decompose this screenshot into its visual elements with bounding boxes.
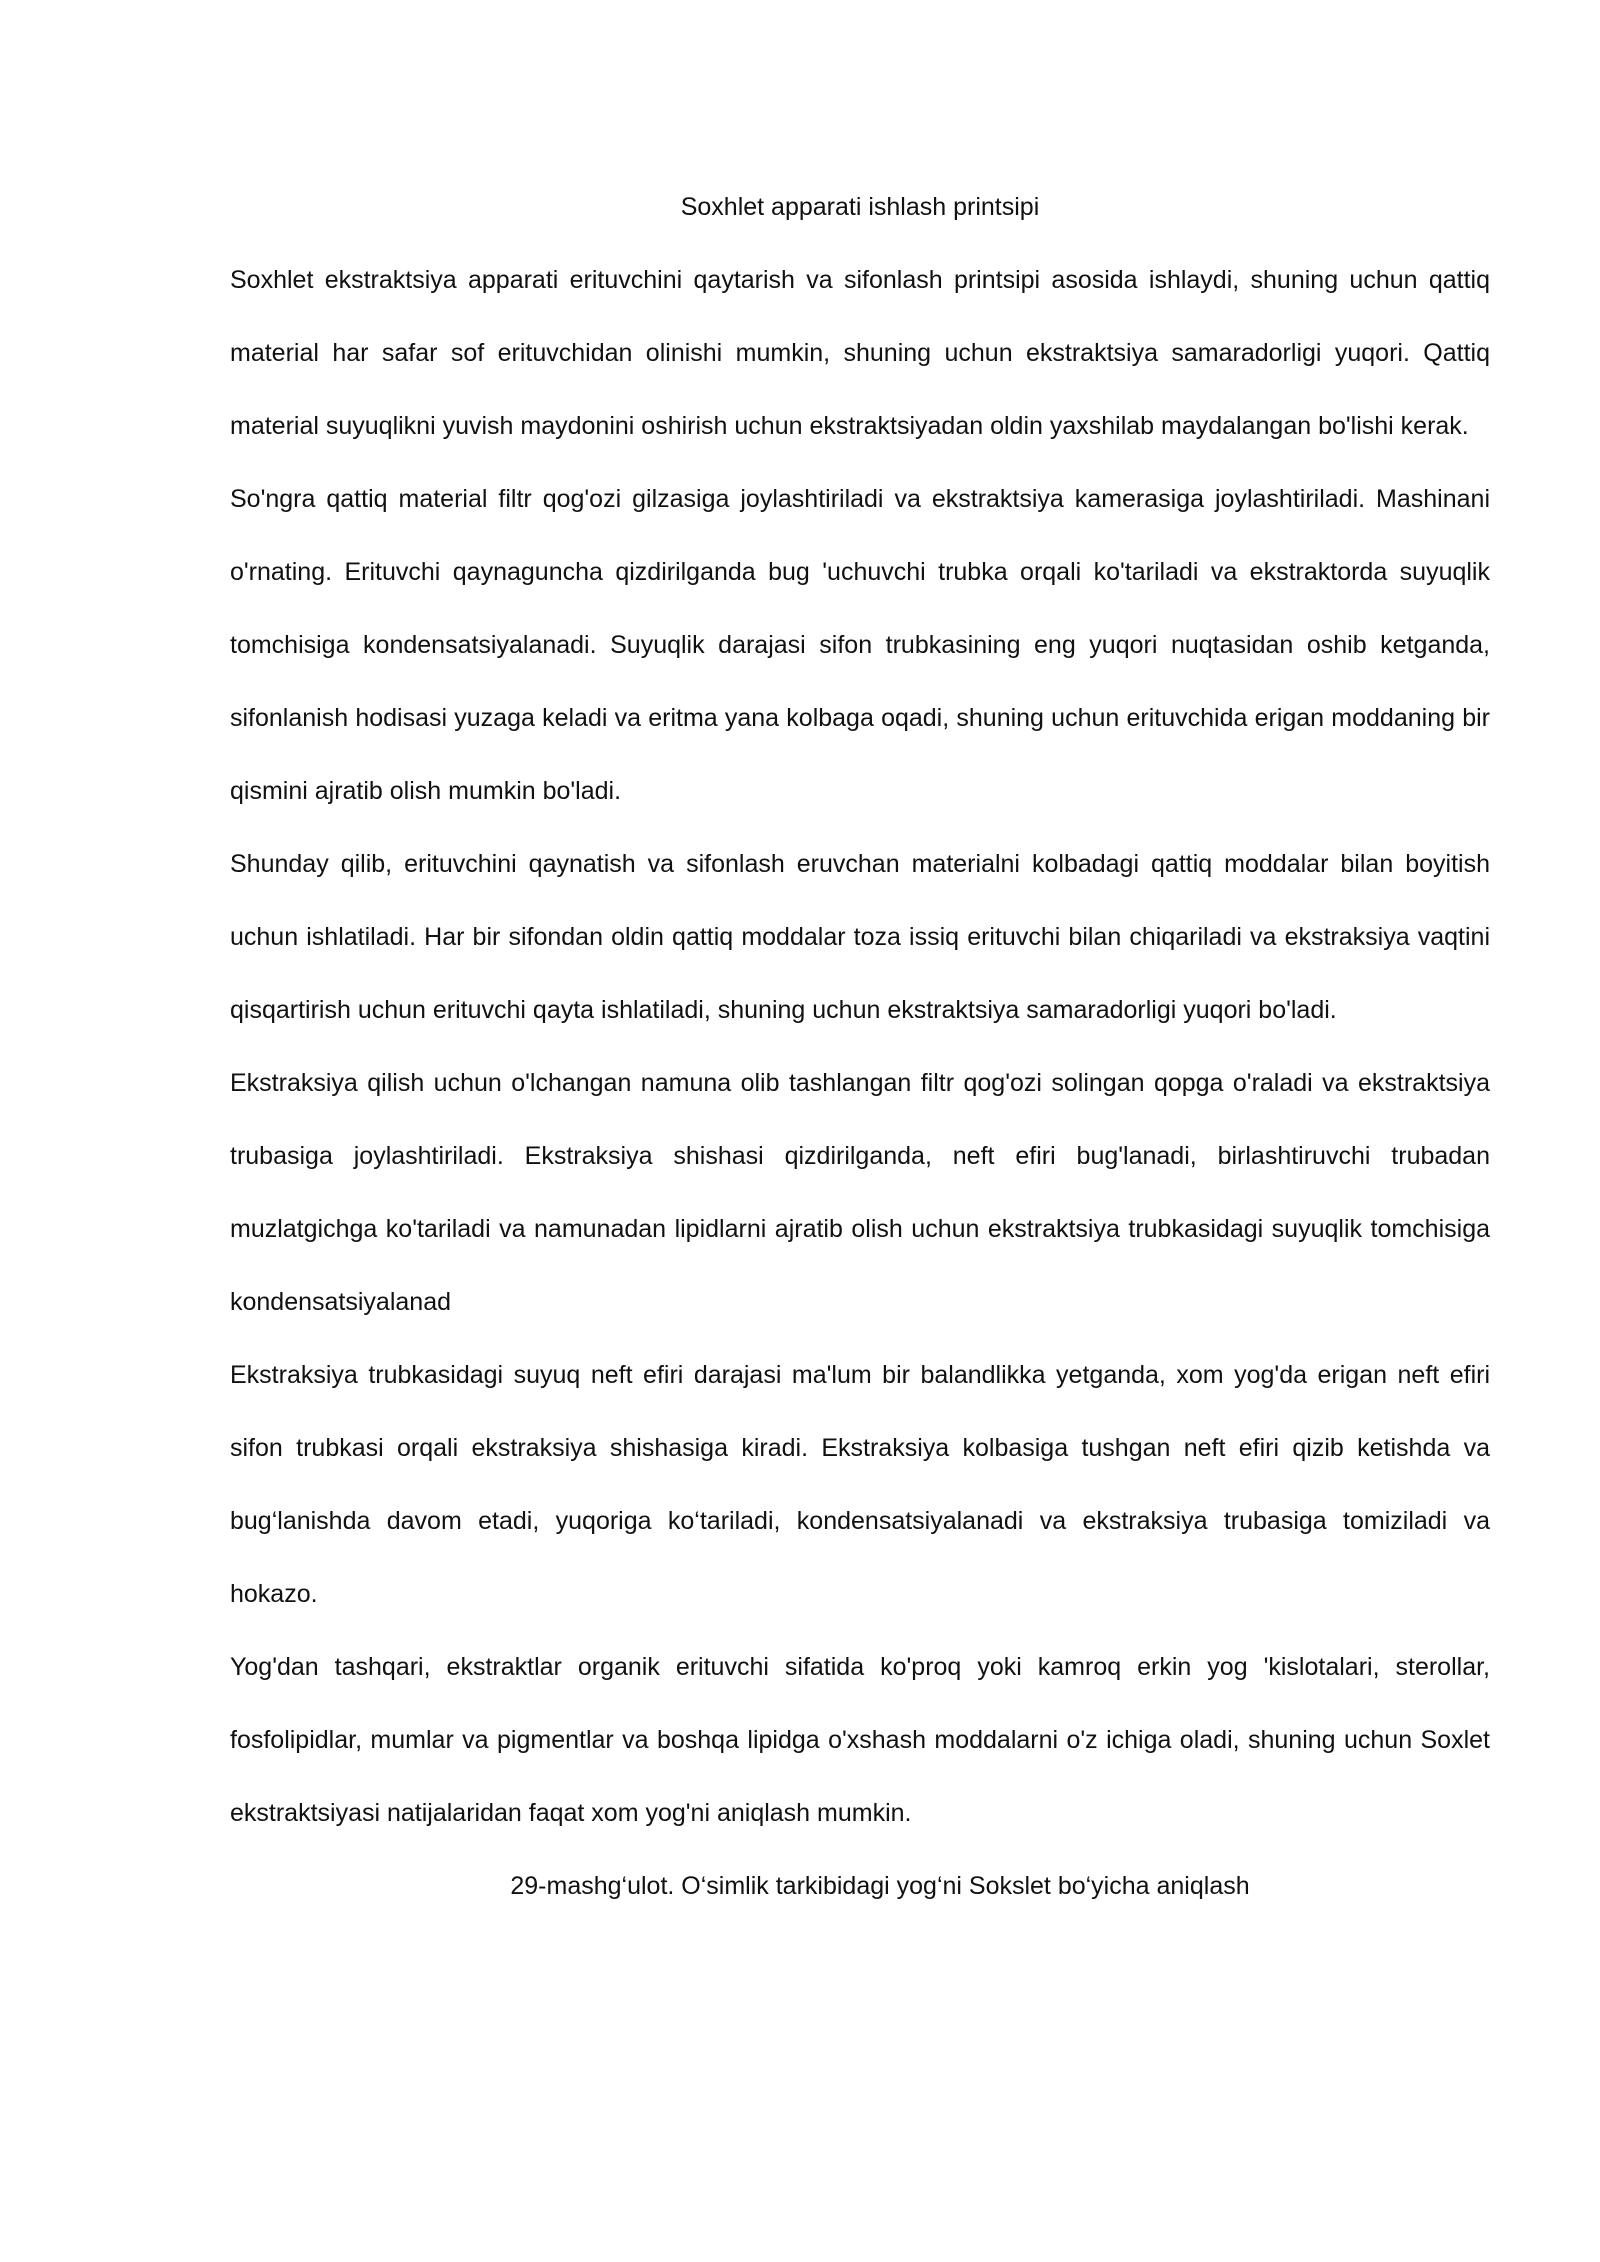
paragraph: Yog'dan tashqari, ekstraktlar organik erituvchi sifatida ko'proq yoki kamroq erkin yog 'kislotalari, sterollar, fosfolipidlar, mumlar va pigmentlar va boshqa lipidga o'xshash moddalarni o'z ichiga oladi, shuning uchun Soxlet ekstraktsiyasi natijalaridan faqat xom yog'ni aniqlash mumkin. xyxy=(230,1653,1490,1827)
paragraph: Shunday qilib, erituvchini qaynatish va sifonlash eruvchan materialni kolbadagi qattiq moddalar bilan boyitish uchun ishlatiladi. Har bir sifondan oldin qattiq moddalar toza issiq erituvchi bilan chiqariladi va ekstraksiya vaqtini qisqartirish uchun erituvchi qayta ishlatiladi, shuning uchun ekstraktsiya samaradorligi yuqori bo'ladi. xyxy=(230,850,1490,1024)
paragraph: Ekstraksiya qilish uchun o'lchangan namuna olib tashlangan filtr qog'ozi solingan qopga o'raladi va ekstraktsiya trubasiga joylashtiriladi. Ekstraksiya shishasi qizdirilganda, neft efiri bug'lanadi, birlashtiruvchi trubadan muzlatgichga ko'tariladi va namunadan lipidlarni ajratib olish uchun ekstraktsiya trubkasidagi suyuqlik tomchisiga kondensatsiyalanad xyxy=(230,1069,1490,1316)
document-body xyxy=(230,182,1490,1923)
paragraph: Soxhlet ekstraktsiya apparati erituvchini qaytarish va sifonlash printsipi asosida ishlaydi, shuning uchun qattiq material har safar sof erituvchidan olinishi mumkin, shuning uchun ekstraktsiya samaradorligi yuqori. Qattiq material suyuqlikni yuvish maydonini oshirish uchun ekstraktsiyadan oldin yaxshilab maydalangan bo'lishi kerak. xyxy=(230,266,1490,440)
document-title: Soxhlet apparati ishlash printsipi xyxy=(680,193,1040,221)
paragraph: Ekstraksiya trubkasidagi suyuq neft efiri darajasi ma'lum bir balandlikka yetganda, xom yog'da erigan neft efiri sifon trubkasi orqali ekstraksiya shishasiga kiradi. Ekstraksiya kolbasiga tushgan neft efiri qizib ketishda va bug‘lanishda davom etadi, yuqoriga ko‘tariladi, kondensatsiyalanadi va ekstraksiya trubasiga tomiziladi va hokazo. xyxy=(230,1361,1490,1608)
section-subtitle: 29-mashg‘ulot. O‘simlik tarkibidagi yog‘ni Sokslet bo‘yicha aniqlash xyxy=(510,1872,1250,1900)
paragraph: So'ngra qattiq material filtr qog'ozi gilzasiga joylashtiriladi va ekstraktsiya kamerasiga joylashtiriladi. Mashinani o'rnating. Erituvchi qaynaguncha qizdirilganda bug 'uchuvchi trubka orqali ko'tariladi va ekstraktorda suyuqlik tomchisiga kondensatsiyalanadi. Suyuqlik darajasi sifon trubkasining eng yuqori nuqtasidan oshib ketganda, sifonlanish hodisasi yuzaga keladi va eritma yana kolbaga oqadi, shuning uchun erituvchida erigan moddaning bir qismini ajratib olish mumkin bo'ladi. xyxy=(230,485,1490,805)
